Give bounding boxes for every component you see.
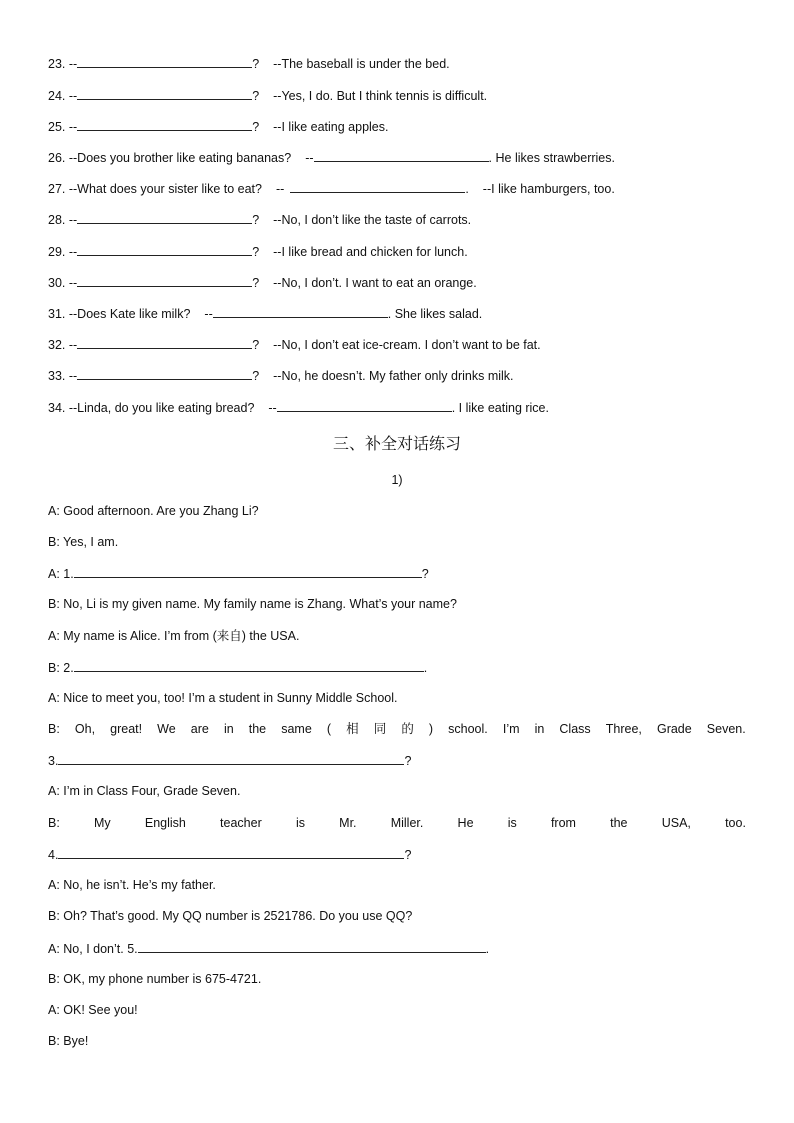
- question-number: 24. --: [48, 89, 78, 103]
- answer-blank[interactable]: [77, 274, 252, 287]
- answer-blank[interactable]: [277, 399, 452, 412]
- word: Mr.: [339, 816, 357, 830]
- question-mark: ?: [252, 245, 260, 259]
- dialogue-line-blank-5: [48, 940, 489, 956]
- blank-label: 3.: [48, 754, 59, 768]
- answer-text: --I like bread and chicken for lunch.: [273, 245, 468, 259]
- word: Grade: [656, 722, 692, 736]
- dialogue-line-blank-1: [48, 565, 429, 581]
- question-text: 31. --Does Kate like milk?: [48, 307, 191, 321]
- answer-text: --No, I don’t like the taste of carrots.: [273, 213, 472, 227]
- word: I’m: [502, 722, 520, 736]
- answer-blank[interactable]: [77, 55, 252, 68]
- word: same: [281, 722, 312, 736]
- answer-text: --The baseball is under the bed.: [273, 57, 450, 71]
- question-25: [48, 118, 388, 134]
- dialogue-line: A: Good afternoon. Are you Zhang Li?: [48, 504, 259, 518]
- answer-blank[interactable]: [58, 846, 404, 859]
- dialogue-line: A: No, he isn’t. He’s my father.: [48, 878, 216, 892]
- word: Seven.: [706, 722, 746, 736]
- dash-prefix: --: [204, 307, 213, 321]
- question-number: 30. --: [48, 276, 78, 290]
- dialogue-line: A: My name is Alice. I’m from (来自) the USA.: [48, 629, 300, 643]
- answer-text: --I like hamburgers, too.: [482, 182, 615, 196]
- answer-blank[interactable]: [77, 87, 252, 100]
- dialogue-line: A: OK! See you!: [48, 1003, 138, 1017]
- word: too.: [725, 816, 746, 830]
- answer-text: --No, he doesn’t. My father only drinks milk.: [273, 369, 514, 383]
- word: Three,: [605, 722, 642, 736]
- question-mark: ?: [252, 213, 260, 227]
- punctuation: .: [423, 661, 428, 675]
- dialogue-line: A: Nice to meet you, too! I’m a student in Sunny Middle School.: [48, 691, 398, 705]
- punctuation: ?: [404, 848, 412, 862]
- punctuation: ?: [404, 754, 412, 768]
- answer-blank[interactable]: [58, 752, 404, 765]
- word: Miller.: [390, 816, 424, 830]
- word: 的: [401, 722, 414, 736]
- dialogue-line: B: No, Li is my given name. My family name is Zhang. What’s your name?: [48, 597, 457, 611]
- dialogue-number: 1): [391, 473, 403, 487]
- blank-label: B: 2.: [48, 661, 74, 675]
- question-text: 27. --What does your sister like to eat?: [48, 182, 262, 196]
- word: great!: [110, 722, 143, 736]
- word: is: [295, 816, 305, 830]
- question-number: 29. --: [48, 245, 78, 259]
- question-number: 23. --: [48, 57, 78, 71]
- question-number: 32. --: [48, 338, 78, 352]
- word: from: [550, 816, 576, 830]
- word: Class: [559, 722, 591, 736]
- question-mark: ?: [252, 57, 260, 71]
- dash-prefix: --: [268, 401, 277, 415]
- answer-blank[interactable]: [213, 305, 388, 318]
- dialogue-line-blank-2: [48, 659, 427, 675]
- word: is: [507, 816, 517, 830]
- word: B:: [48, 816, 60, 830]
- question-28: [48, 211, 471, 227]
- answer-text: --Yes, I do. But I think tennis is difficult.: [273, 89, 488, 103]
- answer-blank[interactable]: [77, 367, 252, 380]
- word: school.: [448, 722, 488, 736]
- question-27: [48, 180, 615, 196]
- answer-blank[interactable]: [77, 118, 252, 131]
- answer-blank[interactable]: [74, 565, 422, 578]
- word: (: [326, 722, 332, 736]
- word: in: [223, 722, 234, 736]
- answer-blank[interactable]: [314, 149, 489, 162]
- word: in: [534, 722, 545, 736]
- question-number: 33. --: [48, 369, 78, 383]
- answer-text: --I like eating apples.: [273, 120, 389, 134]
- answer-blank[interactable]: [77, 243, 252, 256]
- word: are: [190, 722, 209, 736]
- question-mark: ?: [252, 120, 260, 134]
- word: 相: [346, 722, 359, 736]
- blank-label: A: No, I don’t. 5.: [48, 942, 138, 956]
- punctuation: ?: [421, 567, 429, 581]
- blank-label: 4.: [48, 848, 59, 862]
- period: .: [465, 182, 469, 196]
- word: 同: [373, 722, 387, 736]
- dialogue-line: A: I’m in Class Four, Grade Seven.: [48, 784, 241, 798]
- question-text: 34. --Linda, do you like eating bread?: [48, 401, 255, 415]
- question-number: 28. --: [48, 213, 78, 227]
- word: the: [610, 816, 628, 830]
- question-23: [48, 55, 450, 71]
- dialogue-line: B: Bye!: [48, 1034, 89, 1048]
- word: ): [428, 722, 434, 736]
- answer-blank[interactable]: [74, 659, 424, 672]
- question-31: [48, 305, 482, 321]
- word: He: [457, 816, 474, 830]
- question-24: [48, 87, 487, 103]
- section-title: 三、补全对话练习: [332, 434, 461, 453]
- word: USA,: [661, 816, 691, 830]
- answer-blank[interactable]: [77, 211, 252, 224]
- dialogue-line-blank-3: [48, 752, 411, 768]
- dash-prefix: --: [305, 151, 314, 165]
- question-mark: ?: [252, 89, 260, 103]
- word: the: [248, 722, 267, 736]
- word: English: [144, 816, 186, 830]
- dialogue-line: B: Yes, I am.: [48, 535, 119, 549]
- answer-text: --No, I don’t eat ice-cream. I don’t want to be fat.: [273, 338, 541, 352]
- word: B:: [48, 722, 60, 736]
- question-33: [48, 367, 514, 383]
- dialogue-line: B: Oh? That’s good. My QQ number is 2521786. Do you use QQ?: [48, 909, 413, 923]
- word: We: [157, 722, 176, 736]
- dash-prefix: --: [275, 182, 285, 196]
- question-text: 26. --Does you brother like eating bananas?: [48, 151, 292, 165]
- punctuation: .: [485, 942, 490, 956]
- question-29: [48, 243, 468, 259]
- word: Oh,: [74, 722, 96, 736]
- question-number: 25. --: [48, 120, 78, 134]
- question-mark: ?: [252, 276, 260, 290]
- answer-text: --No, I don’t. I want to eat an orange.: [273, 276, 477, 290]
- question-30: [48, 274, 477, 290]
- question-34: [48, 399, 549, 415]
- answer-blank[interactable]: [138, 940, 486, 953]
- blank-label: A: 1.: [48, 567, 74, 581]
- dialogue-line: B: OK, my phone number is 675-4721.: [48, 972, 262, 986]
- word: My: [94, 816, 111, 830]
- answer-text: . He likes strawberries.: [488, 151, 615, 165]
- dialogue-line-blank-4: [48, 846, 411, 862]
- question-mark: ?: [252, 338, 260, 352]
- question-32: [48, 336, 541, 352]
- dialogue-line-justified: [48, 815, 746, 831]
- answer-blank[interactable]: [77, 336, 252, 349]
- question-mark: ?: [252, 369, 260, 383]
- answer-text: . I like eating rice.: [451, 401, 549, 415]
- dialogue-line-justified: [48, 721, 746, 737]
- word: teacher: [220, 816, 262, 830]
- question-26: [48, 149, 615, 165]
- answer-text: . She likes salad.: [387, 307, 483, 321]
- answer-blank[interactable]: [290, 180, 465, 193]
